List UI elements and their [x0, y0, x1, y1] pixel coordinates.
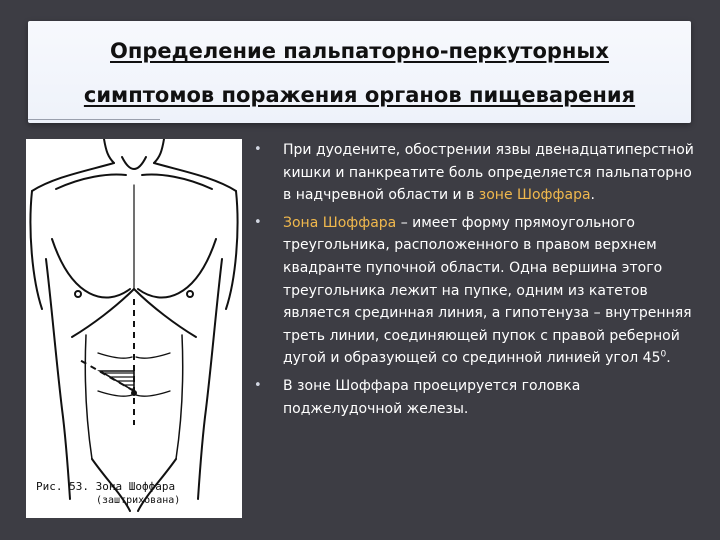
- bullet-1-highlight: зоне Шоффара: [478, 187, 591, 204]
- anatomy-figure: [26, 139, 242, 518]
- bullet-3-text: В зоне Шоффара проецируется головка поджелудочной железы.: [283, 377, 581, 417]
- title-box: [28, 21, 691, 123]
- figure-caption-sub: (заштрихована): [96, 495, 181, 506]
- bullet-1-suffix: .: [590, 187, 595, 204]
- slide-title-line-1: Определение пальпаторно-перкуторных: [110, 39, 609, 63]
- bullet-2-suffix: .: [666, 350, 671, 367]
- figure-caption: Рис. 53. Зона Шоффара: [36, 480, 176, 493]
- title-divider: [28, 119, 160, 120]
- bullet-list: [252, 139, 700, 425]
- bullet-marker: •: [254, 142, 262, 157]
- bullet-item-3: [252, 375, 700, 420]
- bullet-1-text: При дуодените, обострении язвы двенадцатиперстной кишки и панкреатите боль определяется пальпаторно в надчревной области и в: [283, 142, 694, 204]
- slide-title-line-2: симптомов поражения органов пищеварения: [83, 83, 636, 107]
- bullet-2-text: – имеет форму прямоугольного треугольника, расположенного в правом верхнем квадранте пупочной области. Одна вершина этого треугольника лежит на пупке, одним из катетов является срединная линия, а гипотенуза – внутренняя треть линии, соединяющей пупок с правой реберной дугой и образующей со срединной линией угол 45: [283, 214, 692, 367]
- bullet-item-1: [252, 139, 700, 207]
- bullet-item-2: [252, 212, 700, 370]
- bullet-2-highlight: Зона Шоффара: [283, 214, 397, 231]
- degree-superscript: 0: [660, 349, 667, 360]
- bullet-marker: •: [254, 377, 262, 393]
- torso-illustration: [26, 139, 242, 518]
- bullet-marker: •: [254, 214, 262, 230]
